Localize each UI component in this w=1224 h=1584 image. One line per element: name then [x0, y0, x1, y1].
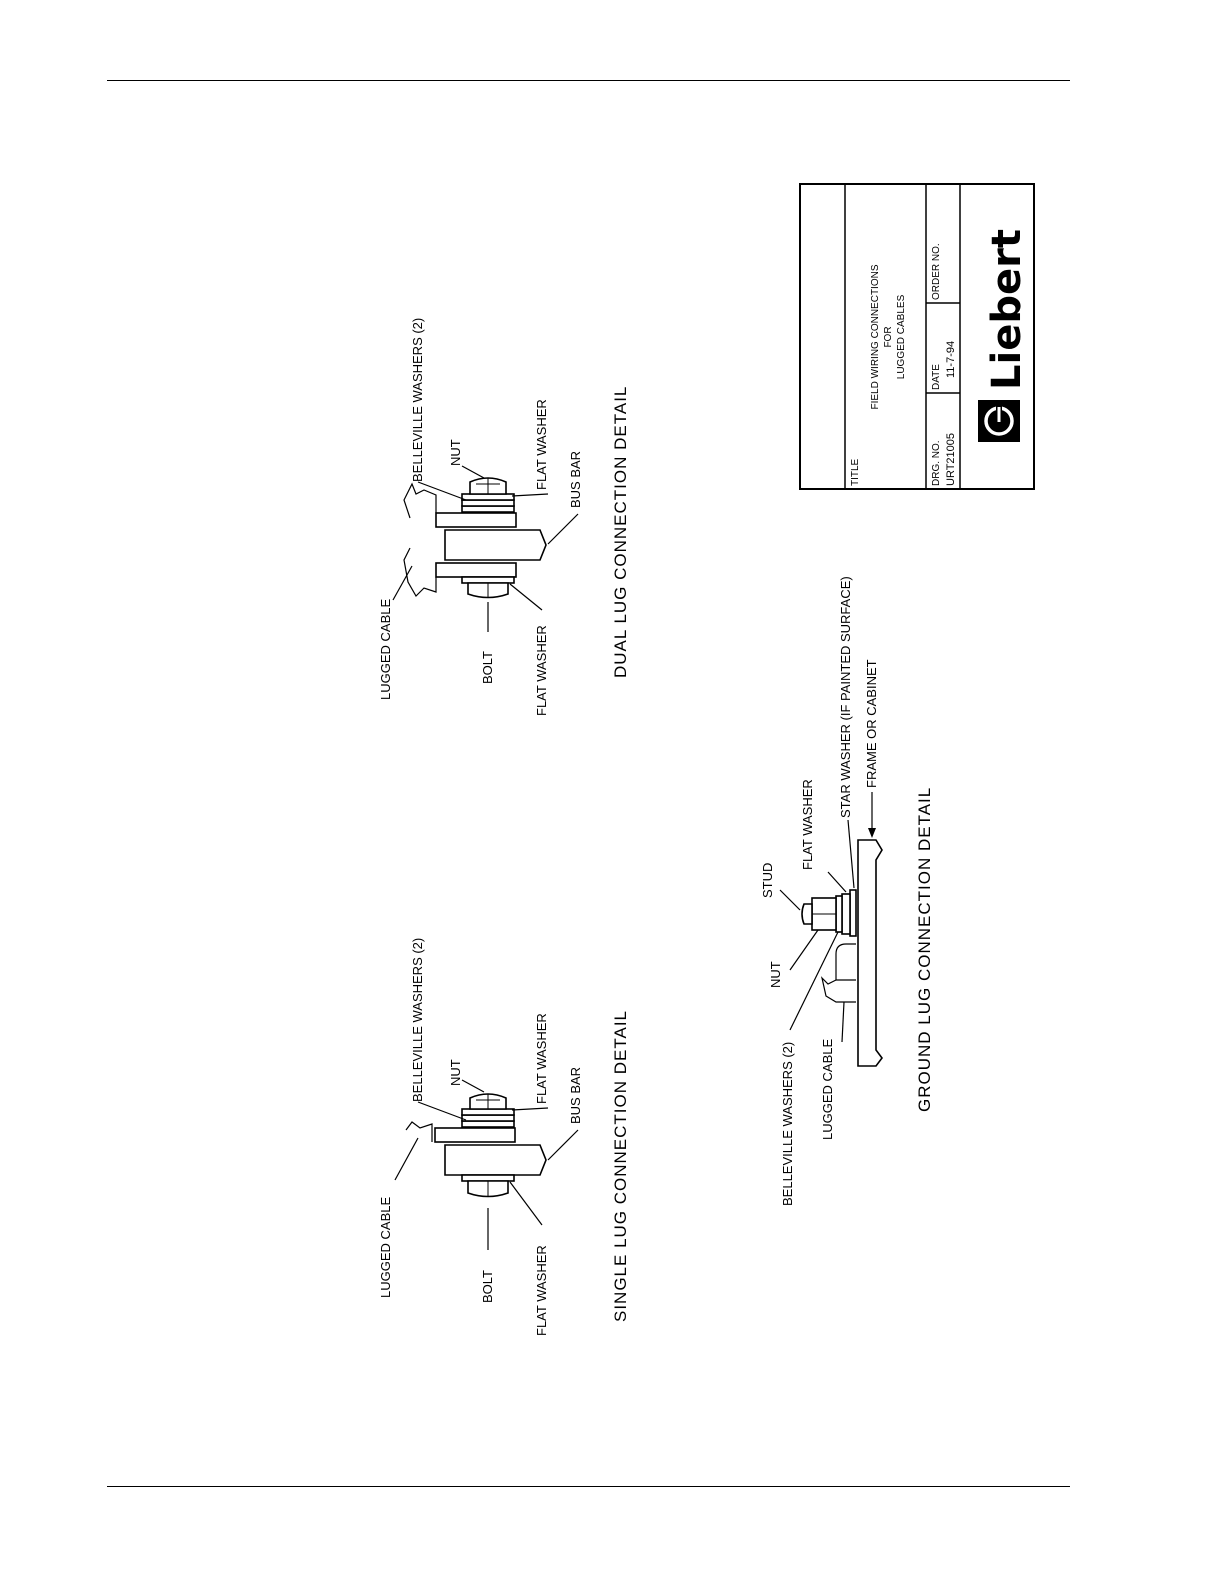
dual-flat-washer-right-label: FLAT WASHER [534, 399, 549, 490]
belleville-washer-shape [462, 506, 514, 512]
date-label: DATE [931, 364, 942, 390]
lug-body-shape [836, 944, 856, 980]
drg-no-label: DRG. NO. [931, 440, 942, 486]
belleville-washer-shape [462, 500, 514, 506]
arrowhead [868, 828, 876, 838]
ground-lugged-cable-label: LUGGED CABLE [820, 1038, 835, 1140]
title-block [800, 184, 1034, 489]
lugged-cable-end [822, 978, 856, 1002]
single-lug-caption: SINGLE LUG CONNECTION DETAIL [611, 1009, 630, 1322]
lugged-cable-end [404, 484, 436, 518]
single-bus-bar-label: BUS BAR [568, 1066, 583, 1124]
single-lug-detail [378, 938, 630, 1336]
title-label: TITLE [850, 458, 861, 486]
ground-flat-washer-label: FLAT WASHER [800, 779, 815, 870]
title-line-1: FIELD WIRING CONNECTIONS [870, 264, 881, 410]
ground-stud-label: STUD [760, 862, 775, 898]
flat-washer-shape [462, 577, 514, 583]
flat-washer-shape [842, 894, 850, 934]
lug-tongue-shape [435, 1128, 515, 1142]
order-no-label: ORDER NO. [931, 243, 942, 300]
belleville-washer-shape [836, 896, 842, 932]
dual-belleville-label: BELLEVILLE WASHERS (2) [410, 317, 425, 482]
ground-lug-detail [760, 576, 934, 1206]
date-value: 11-7-94 [945, 340, 957, 378]
dual-lugged-cable-label: LUGGED CABLE [378, 598, 393, 700]
ground-frame-label: FRAME OR CABINET [864, 659, 879, 788]
belleville-washer-shape [462, 1121, 514, 1127]
ground-belleville-label: BELLEVILLE WASHERS (2) [780, 1041, 795, 1206]
drg-no-value: URT21005 [945, 433, 957, 486]
bus-bar-shape [445, 530, 546, 560]
star-washer-shape [850, 890, 856, 936]
bus-bar-shape [445, 1145, 546, 1175]
dual-lug-detail [378, 318, 630, 716]
liebert-wordmark: Liebert [984, 229, 1030, 390]
belleville-washer-shape [462, 1115, 514, 1121]
ground-nut-label: NUT [768, 961, 783, 988]
stud-shape [802, 904, 812, 924]
lugged-cable-end [406, 1122, 432, 1142]
frame-shape [858, 840, 882, 1066]
lug-tongue-shape [436, 513, 516, 527]
single-lugged-cable-label: LUGGED CABLE [378, 1196, 393, 1298]
single-flat-washer-right-label: FLAT WASHER [534, 1013, 549, 1104]
flat-washer-shape [462, 1175, 514, 1181]
title-line-2: FOR [883, 326, 894, 348]
flat-washer-shape [462, 494, 514, 500]
single-flat-washer-left-label: FLAT WASHER [534, 1245, 549, 1336]
dual-nut-label: NUT [448, 439, 463, 466]
title-line-3: LUGGED CABLES [896, 294, 907, 380]
dual-flat-washer-left-label: FLAT WASHER [534, 625, 549, 716]
single-bolt-label: BOLT [480, 1270, 495, 1303]
dual-lug-caption: DUAL LUG CONNECTION DETAIL [611, 385, 630, 678]
dual-bolt-label: BOLT [480, 651, 495, 684]
flat-washer-shape [462, 1109, 514, 1115]
single-belleville-label: BELLEVILLE WASHERS (2) [410, 937, 425, 1102]
lug-tongue-shape [436, 563, 516, 577]
ground-star-washer-label: STAR WASHER (IF PAINTED SURFACE) [838, 576, 853, 818]
single-nut-label: NUT [448, 1059, 463, 1086]
ground-lug-caption: GROUND LUG CONNECTION DETAIL [915, 786, 934, 1112]
dual-bus-bar-label: BUS BAR [568, 450, 583, 508]
